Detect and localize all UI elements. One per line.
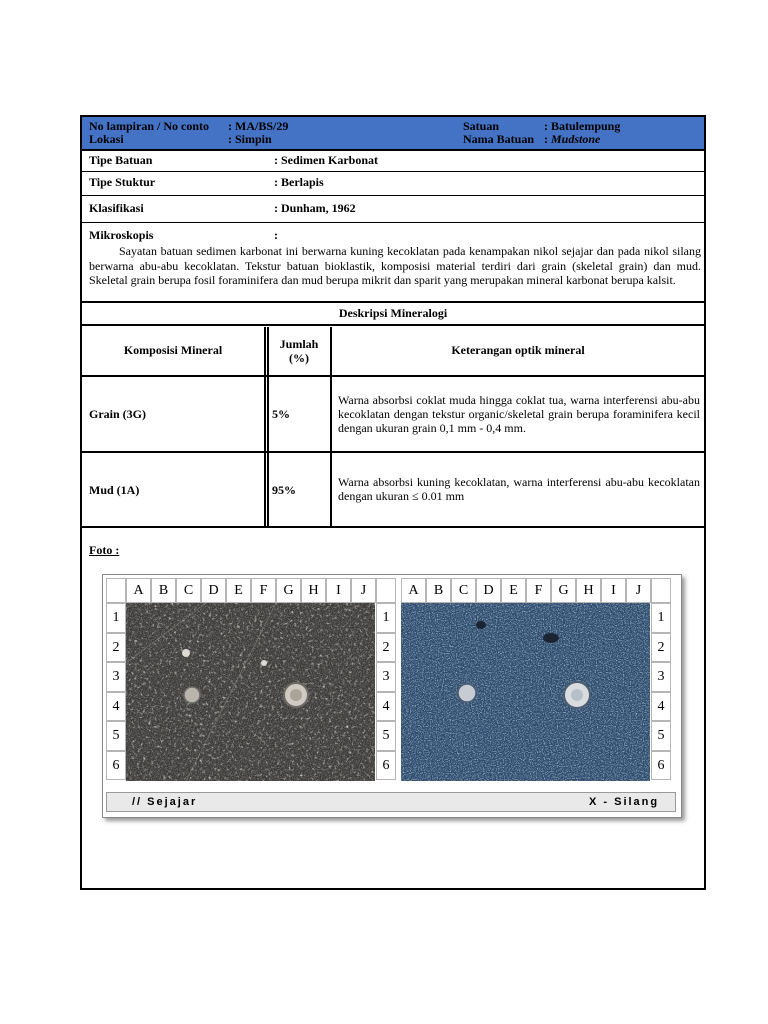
mineral-name: Mud (1A) [89, 483, 140, 497]
grid-row-label: 5 [106, 721, 126, 751]
tipe-batuan-value: : Sedimen Karbonat [274, 153, 379, 167]
satuan-value: : Batulempung [544, 119, 621, 133]
mineral-jumlah: 5% [272, 407, 290, 421]
mineral-name: Grain (3G) [89, 407, 146, 421]
grid-row-label: 6 [651, 751, 671, 781]
foto-label: Foto : [89, 543, 120, 557]
no-value: : MA/BS/29 [228, 119, 289, 133]
grid-column-label: E [501, 578, 526, 603]
grid-column-label: E [226, 578, 251, 603]
mikroskopis-text: Sayatan batuan sedimen karbonat ini berwarna kuning kecoklatan pada kenampakan nikol sejajar dan pada nikol silang berwarna abu-abu kecoklatan. Tekstur batuan bioklastik, komposisi material terdiri dari grain (skeletal grain) dan mud. Skeletal grain berupa fosil foraminifera dan mud berupa mikrit dan sparit yang merupakan mineral karbonat berupa kalsit. [89, 244, 701, 287]
grid-column-label: B [426, 578, 451, 603]
klasifikasi-label: Klasifikasi [89, 201, 144, 215]
grid-row-label: 1 [376, 603, 396, 633]
header-keterangan: Keterangan optik mineral [451, 343, 585, 357]
grid-row-label: 3 [376, 662, 396, 692]
mineral-keterangan: Warna absorbsi kuning kecoklatan, warna interferensi abu-abu kecoklatan dengan ukuran ≤ 0.01 mm [338, 475, 700, 503]
grid-row-label: 6 [106, 751, 126, 781]
grid-row-label: 2 [651, 633, 671, 663]
grid-column-label: H [576, 578, 601, 603]
grid-corner-cell [106, 578, 126, 603]
caption-silang: X - Silang [589, 796, 660, 808]
mikroskopis-colon: : [274, 228, 278, 242]
caption-sejajar: // Sejajar [132, 796, 198, 808]
grid-row-label: 2 [106, 633, 126, 663]
grid-column-label: G [276, 578, 301, 603]
grid-row-label: 4 [376, 692, 396, 722]
nama-batuan-value: : Mudstone [544, 132, 601, 146]
photo-caption-bar [106, 792, 676, 812]
grid-column-label: A [401, 578, 426, 603]
grid-row-label: 1 [106, 603, 126, 633]
grid-column-label: I [601, 578, 626, 603]
grid-column-label: J [351, 578, 376, 603]
mineral-keterangan: Warna absorbsi coklat muda hingga coklat tua, warna interferensi abu-abu kecoklatan dengan tekstur organic/skeletal grain berupa foraminifera kecil dengan ukuran grain 0,1 mm - 0,4 mm. [338, 393, 700, 435]
nama-batuan-label: Nama Batuan [463, 132, 535, 146]
grid-column-label: J [626, 578, 651, 603]
satuan-label: Satuan [463, 119, 500, 133]
row-tipe-struktur [82, 172, 704, 196]
header-jumlah: Jumlah (%) [279, 337, 319, 365]
no-label: No lampiran / No conto [89, 119, 209, 133]
grid-row-label: 5 [651, 721, 671, 751]
grid-corner-cell [651, 578, 671, 603]
tipe-struktur-value: : Berlapis [274, 175, 324, 189]
grid-row-label: 6 [376, 751, 396, 781]
photo-parallel-nicol [126, 603, 375, 781]
grid-column-label: F [251, 578, 276, 603]
row-klasifikasi [82, 196, 704, 223]
header-komposisi: Komposisi Mineral [123, 343, 223, 357]
grid-column-label: A [126, 578, 151, 603]
grid-row-label: 5 [376, 721, 396, 751]
klasifikasi-value: : Dunham, 1962 [274, 201, 356, 215]
photo-crossed-nicol [401, 603, 650, 781]
grid-column-label: D [476, 578, 501, 603]
mineralogy-title: Deskripsi Mineralogi [82, 303, 704, 326]
lokasi-value: : Simpin [228, 132, 272, 146]
mineral-table [82, 327, 704, 527]
grid-column-label: G [551, 578, 576, 603]
description-sheet [80, 115, 706, 890]
row-tipe-batuan [82, 151, 704, 172]
grid-column-label: B [151, 578, 176, 603]
grid-column-label: I [326, 578, 351, 603]
header-bar [82, 117, 704, 151]
lokasi-label: Lokasi [89, 132, 124, 146]
grid-row-label: 4 [651, 692, 671, 722]
grid-row-label: 3 [106, 662, 126, 692]
grid-row-label: 3 [651, 662, 671, 692]
tipe-batuan-label: Tipe Batuan [89, 153, 153, 167]
grid-column-label: C [451, 578, 476, 603]
mikroskopis-label: Mikroskopis [89, 228, 154, 242]
grid-column-label: F [526, 578, 551, 603]
grid-column-label: H [301, 578, 326, 603]
mikroskopis-section [82, 223, 704, 303]
photomicrograph-panel [102, 574, 682, 818]
grid-column-label: D [201, 578, 226, 603]
tipe-struktur-label: Tipe Stuktur [89, 175, 156, 189]
grid-column-label: C [176, 578, 201, 603]
grid-row-label: 2 [376, 633, 396, 663]
mineral-jumlah: 95% [272, 483, 296, 497]
grid-row-label: 4 [106, 692, 126, 722]
grid-row-label: 1 [651, 603, 671, 633]
grid-corner-cell [376, 578, 396, 603]
